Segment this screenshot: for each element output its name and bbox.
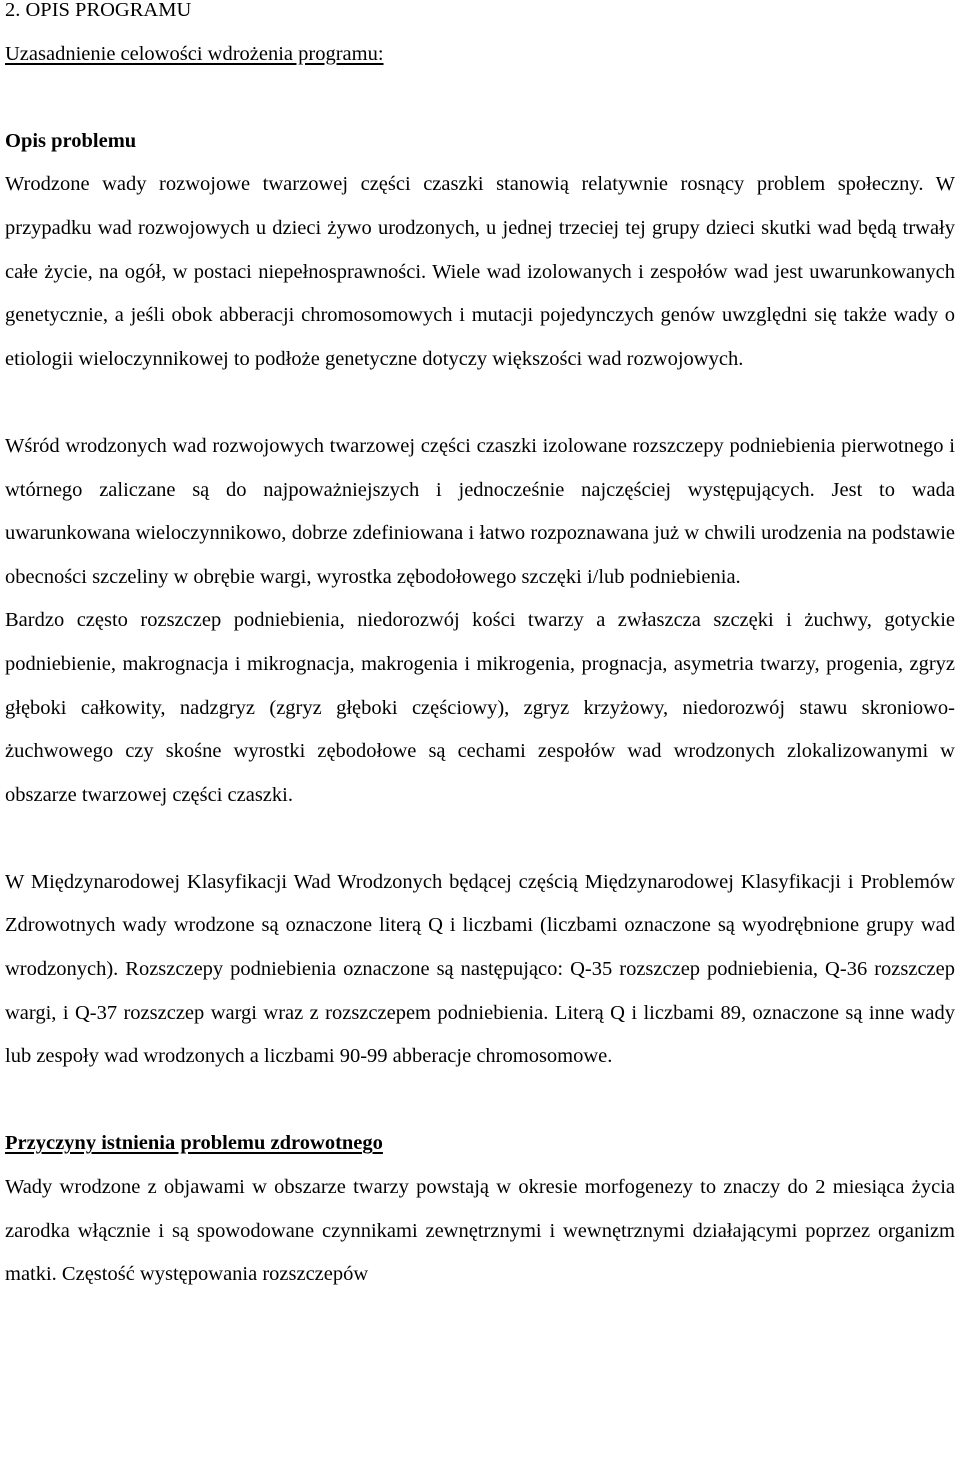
spacer bbox=[5, 76, 955, 120]
paragraph-cleft-palate: Wśród wrodzonych wad rozwojowych twarzowej części czaszki izolowane rozszczepy podniebienia pierwotnego i wtórnego zaliczane są do najpoważniejszych i jednocześnie najczęściej występujących. Jest to wada uwarunkowana wieloczynnikowo, dobrze zdefiniowana i łatwo rozpoznawana już w chwili urodzenia na podstawie obecności szczeliny w obrębie wargi, wyrostka zębodołowego szczęki i/lub podniebienia. bbox=[5, 434, 955, 588]
section-heading: 2. OPIS PROGRAMU bbox=[5, 0, 192, 21]
paragraph-causes: Wady wrodzone z objawami w obszarze twarzy powstają w okresie morfogenezy to znaczy do 2 miesiąca życia zarodka włącznie i są spowodowane czynnikami zewnętrznymi i wewnętrznymi działającymi poprzez organizm matki. Częstość występowania rozszczepów bbox=[5, 1176, 955, 1286]
paragraph-birth-defects: Wrodzone wady rozwojowe twarzowej części czaszki stanowią relatywnie rosnący problem społeczny. W przypadku wad rozwojowych u dzieci żywo urodzonych, u jednej trzeciej tej grupy dzieci skutki wad będą trwały całe życie, na ogół, w postaci niepełnosprawności. Wiele wad izolowanych i zespołów wad jest uwarunkowanych genetycznie, a jeśli obok abberacji chromosomowych i mutacji pojedynczych genów uwzględni się także wady o etiologii wieloczynnikowej to podłoże genetyczne dotyczy większości wad rozwojowych. bbox=[5, 173, 955, 370]
spacer bbox=[5, 381, 955, 425]
spacer bbox=[5, 1079, 955, 1123]
document-page bbox=[5, 0, 955, 1297]
paragraph-syndrome-features: Bardzo często rozszczep podniebienia, niedorozwój kości twarzy a zwłaszcza szczęki i żuchwy, gotyckie podniebienie, makrognacja i mikrognacja, makrogenia i mikrogenia, prognacja, asymetria twarzy, progenia, zgryz głęboki całkowity, nadzgryz (zgryz głęboki częściowy), zgryz krzyżowy, niedorozwój stawu skroniowo-żuchwowego czy skośne wyrostki zębodołowe są cechami zespołów wad wrodzonych zlokalizowanymi w obszarze twarzowej części czaszki. bbox=[5, 609, 955, 806]
spacer bbox=[5, 817, 955, 861]
justification-heading: Uzasadnienie celowości wdrożenia programu: bbox=[5, 42, 384, 65]
paragraph-classification: W Międzynarodowej Klasyfikacji Wad Wrodzonych będącej częścią Międzynarodowej Klasyfikacji i Problemów Zdrowotnych wady wrodzone są oznaczone literą Q i liczbami (liczbami oznaczone są wyodrębnione grupy wad wrodzonych). Rozszczepy podniebienia oznaczone są następująco: Q-35 rozszczep podniebienia, Q-36 rozszczep wargi, i Q-37 rozszczep wargi wraz z rozszczepem podniebienia. Literą Q i liczbami 89, oznaczone są inne wady lub zespoły wad wrodzonych a liczbami 90-99 abberacje chromosomowe. bbox=[5, 870, 955, 1068]
causes-heading: Przyczyny istnienia problemu zdrowotnego bbox=[5, 1132, 383, 1155]
problem-heading: Opis problemu bbox=[5, 129, 137, 152]
